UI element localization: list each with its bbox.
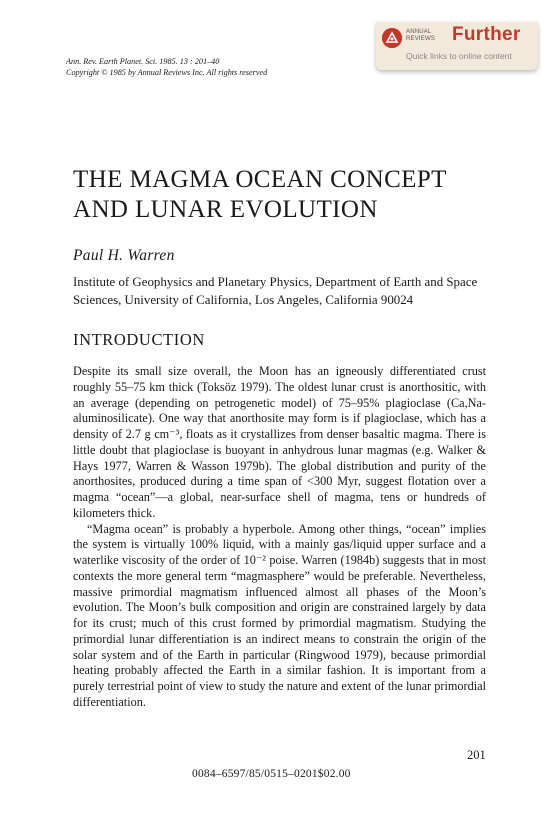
paragraph-2: “Magma ocean” is probably a hyperbole. Among other things, “ocean” implies the system is virtually 100% liquid, with a mainly gas/liquid upper surface and a waterlike viscosity of the order of 10⁻² poise. Warren (1984b) suggests that in most contexts the more general term “magmasphere” would be preferable. Nevertheless, massive primordial magmatism influenced almost all phases of the Moon’s evolution. The Moon’s bulk composition and origin are constrained largely by data for its crust; much of this crust formed by primordial magmatism. Studying the primordial lunar differentiation is an indirect means to constrain the origin of the solar system and of the Earth in particular (Ringwood 1979), because primordial heating probably affected the Earth in a similar fashion. It is important from a purely terrestrial point of view to study the nature and extent of the lunar primordial differentiation. <box>73 521 486 709</box>
annual-reviews-logo-icon <box>382 28 402 48</box>
article-body <box>73 364 486 711</box>
further-tagline[interactable]: Quick links to online content <box>406 51 512 61</box>
article-code: 0084–6597/85/0515–0201$02.00 <box>192 768 351 780</box>
citation-line-2: Copyright © 1985 by Annual Reviews Inc. All rights reserved <box>66 68 268 77</box>
further-brand[interactable]: Further <box>452 24 521 45</box>
section-heading: INTRODUCTION <box>73 330 205 349</box>
further-banner[interactable] <box>376 22 538 70</box>
citation-line-1: Ann. Rev. Earth Planet. Sci. 1985. 13 : 201–40 <box>66 57 220 66</box>
reviews-label-line2: REVIEWS <box>406 36 436 42</box>
paragraph-1: Despite its small size overall, the Moon has an igneously differentiated crust roughly 55–75 km thick (Toksöz 1979). The oldest lunar crust is anorthositic, with an average (depending on petrogenetic model) of 75–95% plagioclase (Ca,Na-aluminosilicate). One way that anorthosite may form is if plagioclase, which has a density of 2.7 g cm⁻³, floats as it crystallizes from denser basaltic magma. There is little doubt that plagioclase is buoyant in anhydrous lunar magmas (e.g. Walker & Hays 1977, Warren & Wasson 1979b). The global distribution and purity of the anorthosites, produced during a time span of <300 Myr, suggest flotation over a magma “ocean”—a global, near-surface shell of magma, tens or hundreds of kilometers thick. <box>73 364 486 520</box>
title-line-1: THE MAGMA OCEAN CONCEPT <box>73 166 447 193</box>
article-title <box>73 165 447 225</box>
author-name: Paul H. Warren <box>73 247 175 264</box>
annual-reviews-label <box>406 29 435 43</box>
journal-citation <box>66 56 267 78</box>
author-affiliation: Institute of Geophysics and Planetary Physics, Department of Earth and Space Sciences, University of California, Los Angeles, California 90024 <box>73 275 478 307</box>
page-number: 201 <box>467 748 486 762</box>
annual-label-line1: ANNUAL <box>406 29 432 35</box>
title-line-2: AND LUNAR EVOLUTION <box>73 196 378 223</box>
